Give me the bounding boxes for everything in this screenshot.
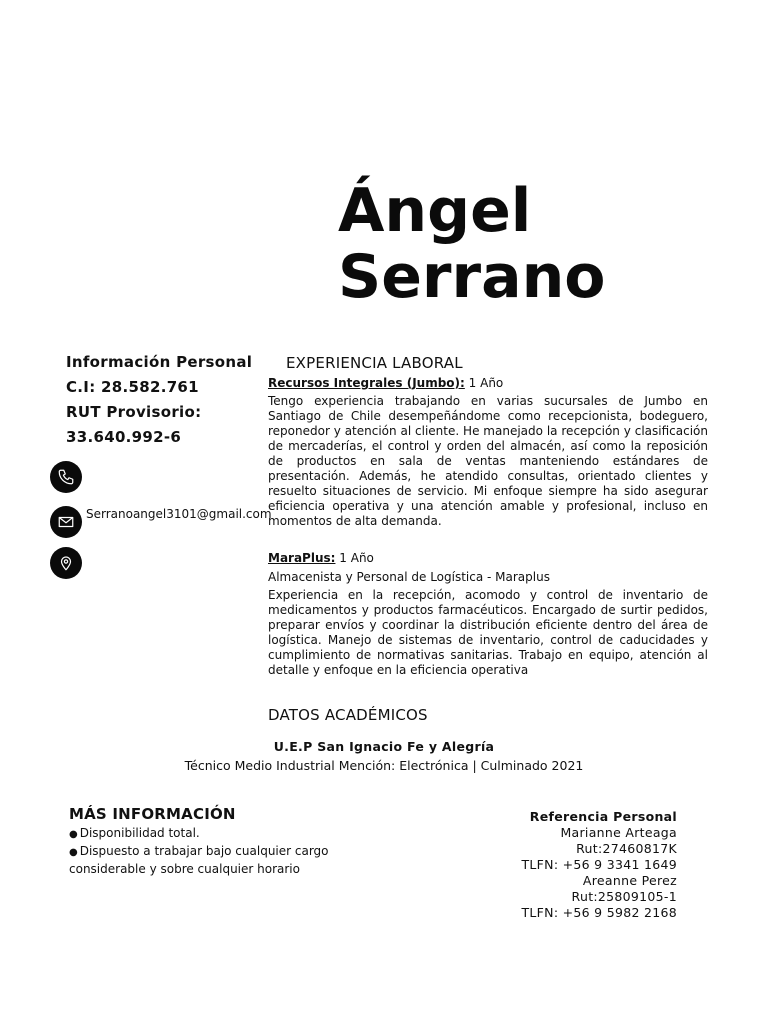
rut-label: RUT Provisorio: <box>66 403 202 421</box>
bullet-icon: ● <box>69 847 78 858</box>
rut-value: 33.640.992-6 <box>66 428 182 446</box>
reference-phone: TLFN: +56 9 3341 1649 <box>521 857 677 872</box>
job-description-jumbo: Tengo experiencia trabajando en varias sucursales de Jumbo en Santiago de Chile desempeñándome como recepcionista, bodeguero, reponedor y atención al cliente. He manejado la recepción y clasificación de mercaderías, el control y orden del almacén, así como la reposición de productos en sala de ventas manteniendo estándares de presentación. Además, he atendido consultas, orientado clientes y resuelto situaciones de servicio. Mi enfoque siempre ha sido asegurar eficiencia operativa y una atención amable y profesional, incluso en momentos de alta demanda. <box>268 394 708 528</box>
job-duration: 1 Año <box>468 376 504 390</box>
job-company: MaraPlus: <box>268 551 336 565</box>
job-header-jumbo <box>268 375 503 391</box>
ci-number: C.I: 28.582.761 <box>66 378 199 396</box>
references-block <box>480 809 677 921</box>
job-header-maraplus <box>268 550 374 566</box>
reference-rut: Rut:25809105-1 <box>571 889 677 904</box>
reference-rut: Rut:27460817K <box>576 841 677 856</box>
reference-phone: TLFN: +56 9 5982 2168 <box>521 905 677 920</box>
mail-icon <box>50 506 82 538</box>
phone-icon <box>50 461 82 493</box>
academic-title: DATOS ACADÉMICOS <box>268 706 428 724</box>
location-icon <box>50 547 82 579</box>
first-name: Ángel <box>338 176 532 246</box>
list-item: ● Dispuesto a trabajar bajo cualquier cargo considerable y sobre cualquier horario <box>69 844 329 876</box>
more-info-list <box>69 825 359 877</box>
job-duration: 1 Año <box>339 551 374 565</box>
bullet-icon: ● <box>69 829 78 840</box>
reference-name: Areanne Perez <box>582 873 677 888</box>
school-name: U.E.P San Ignacio Fe y Alegría <box>273 739 495 754</box>
email-address: Serranoangel3101@gmail.com <box>86 507 272 521</box>
reference-name: Marianne Arteaga <box>560 825 677 840</box>
job-company: Recursos Integrales (Jumbo): <box>268 376 465 390</box>
degree-text: Técnico Medio Industrial Mención: Electrónica | Culminado 2021 <box>184 758 584 773</box>
references-title: Referencia Personal <box>529 809 677 824</box>
more-info-title: MÁS INFORMACIÓN <box>69 805 236 823</box>
list-item: ● Disponibilidad total. <box>69 826 200 840</box>
personal-info-title: Información Personal <box>66 353 253 371</box>
last-name: Serrano <box>338 242 606 312</box>
job-description-maraplus: Experiencia en la recepción, acomodo y control de inventario de medicamentos y productos farmacéuticos. Encargado de surtir pedidos, preparar envíos y coordinar la distribución eficiente dentro del área de logística. Manejo de sistemas de inventario, control de caducidades y cumplimiento de normativas sanitarias. Trabajo en equipo, atención al detalle y enfoque en la eficiencia operativa <box>268 588 708 677</box>
job-role-maraplus: Almacenista y Personal de Logística - Maraplus <box>268 570 550 584</box>
experience-title: EXPERIENCIA LABORAL <box>286 354 463 372</box>
